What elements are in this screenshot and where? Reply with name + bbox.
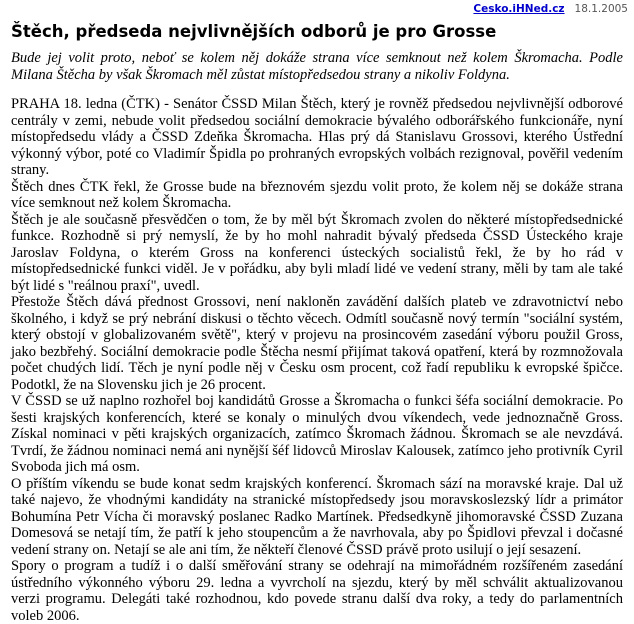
article-paragraph: Spory o program a tudíž i o další směřování strany se odehrají na mimořádném rozšířeném zasedání ústředního výkonného výboru 29. ledna a vyvrcholí na sjezdu, který by měl schválit aktualizovanou verzi programu. Delegáti také rozhodnou, kdo povede stranu další dva roky, a tedy do parlamentních voleb 2006. xyxy=(11,558,623,624)
article-paragraph: V ČSSD se už naplno rozhořel boj kandidátů Grosse a Škromacha o funkci šéfa sociální demokracie. Po šesti krajských konferencích, které se konaly o minulých dvou víkendech, vede jednoznačně Gross. Získal nominaci v pěti krajských organizacích, zatímco Škromach žádnou. Škromach se ale nevzdává. Tvrdí, že žádnou nominaci nemá ani nynější šéf lidovců Miroslav Kalousek, zatímco jeho protivník Cyril Svoboda jich má osm. xyxy=(11,393,623,475)
article-paragraph: PRAHA 18. ledna (ČTK) - Senátor ČSSD Milan Štěch, který je rovněž předsedou nejvlivnější odborové centrály v zemi, nebude volit předsedou sociální demokracie bývalého odborářského funkcionáře, nyní místopředsedu vlády a ČSSD Zdeňka Škromacha. Hlas prý dá Stanislavu Grossovi, kterého Ústřední výkonný výbor, poté co Vladimír Špidla po prohraných evropských volbách rezignoval, pověřil vedením strany. xyxy=(11,96,623,178)
source-site-link[interactable]: Cesko.iHNed.cz xyxy=(473,3,565,15)
article-perex: Bude jej volit proto, neboť se kolem něj dokáže strana více semknout než kolem Škromacha. Podle Milana Štěcha by však Škromach měl zůstat místopředsedou strany a nikoliv Foldyna. xyxy=(11,50,623,83)
source-bar xyxy=(0,0,634,18)
article xyxy=(11,22,623,624)
article-paragraph: Štěch dnes ČTK řekl, že Grosse bude na březnovém sjezdu volit proto, že kolem něj se dokáže strana více semknout než kolem Škromacha. xyxy=(11,178,623,211)
article-date: 18.1.2005 xyxy=(574,3,628,15)
article-body xyxy=(11,96,623,624)
article-title: Štěch, předseda nejvlivnějších odborů je pro Grosse xyxy=(11,22,497,41)
article-paragraph: Přestože Štěch dává přednost Grossovi, není nakloněn zavádění dalších plateb ve zdravotnictví nebo školného, i když se prý nebrání diskusi o těchto věcech. Odmítl současně nový termín "sociální systém, který obstojí v globalizovaném světě", který v projevu na prosincovém zasedání výboru použil Gross, jako bezbřehý. Sociální demokracie podle Štěcha nesmí přijímat taková opatření, která by rozmnožovala počet chudých lidí. Těch je nyní podle něj v Česku osm procent, což řadí republiku k evropské špičce. Podotkl, že na Slovensku jich je 26 procent. xyxy=(11,294,623,393)
article-paragraph: O příštím víkendu se bude konat sedm krajských konferencí. Škromach sází na moravské kraje. Dal už také najevo, že vhodnými kandidáty na stranické místopředsedy jsou moravskoslezský lídr a primátor Bohumína Petr Vícha či moravský poslanec Radko Martínek. Předsedkyně jihomoravské ČSSD Zuzana Domesová se netají tím, že patří k jeho stoupencům a že navrhovala, aby po Špidlovi převzal i dočasné vedení strany on. Netají se ale ani tím, že někteří členové ČSSD právě proto usilují o její sesazení. xyxy=(11,475,623,558)
article-paragraph: Štěch je ale současně přesvědčen o tom, že by měl být Škromach zvolen do některé místopředsednické funkce. Rozhodně si prý nemyslí, že by ho mohl nahradit bývalý předseda ČSSD Ústeckého kraje Jaroslav Foldyna, o kterém Gross na konferenci ústeckých socialistů řekl, že by ho rád v místopředsednické funkci viděl. Je v pořádku, aby byli mladí lidé ve vedení strany, měli by tam ale také být lidé s "reálnou praxí", uvedl. xyxy=(11,211,623,294)
